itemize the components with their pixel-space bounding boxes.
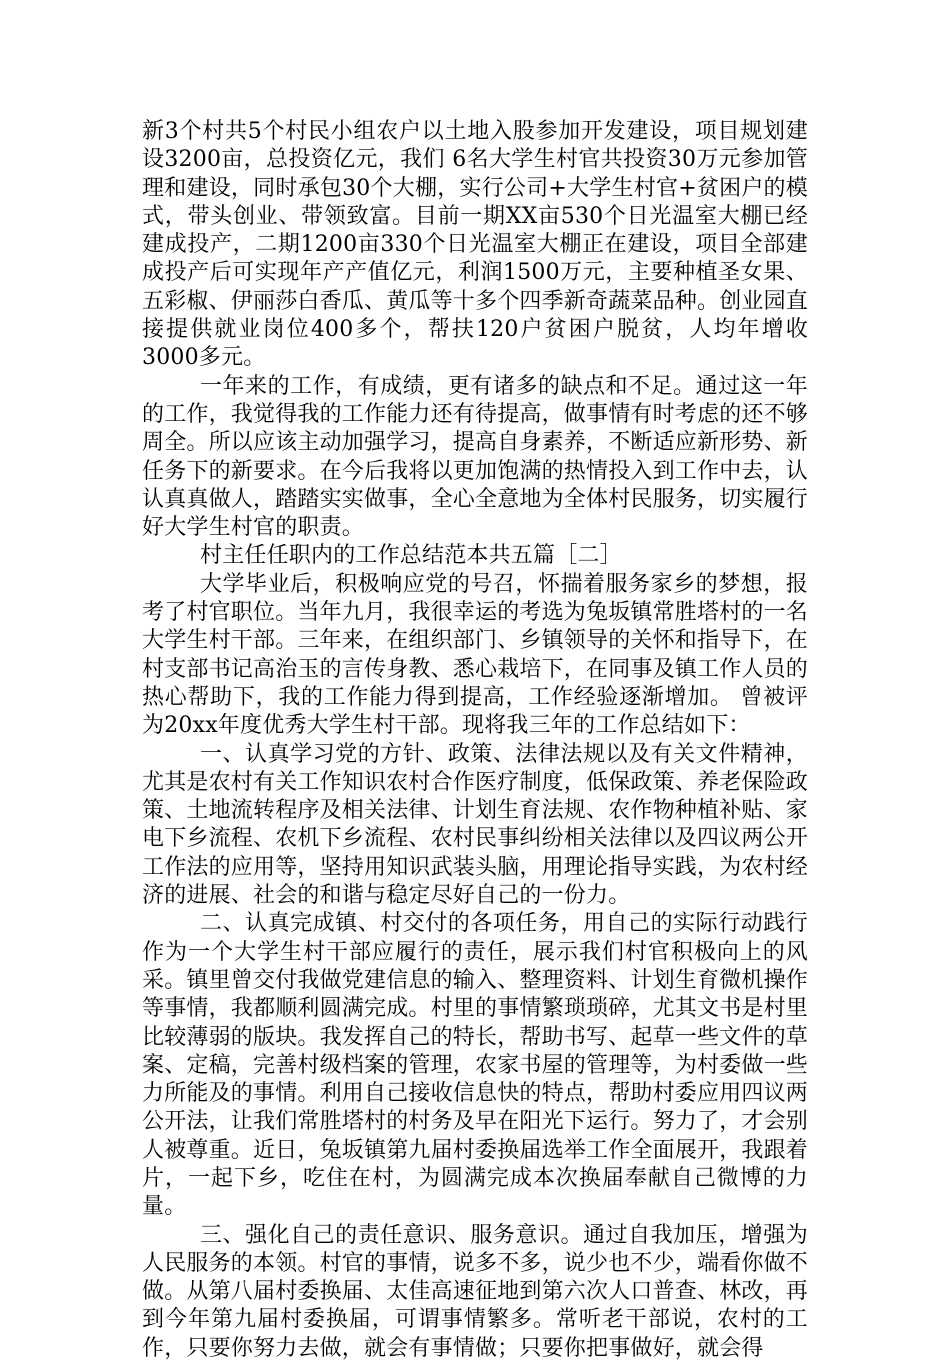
paragraph-point-three: 三、强化自己的责任意识、服务意识。通过自我加压，增强为人民服务的本领。村官的事情，说多不多，说少也不少，端看你做不做。从第八届村委换届、太佳高速征地到第六次人口普查、林改，再到今年第九届村委换届，可谓事情繁多。常听老干部说，农村的工作，只要你努力去做，就会有事情做；只要你把事做好，就会得 [142, 1222, 809, 1361]
paragraph-point-one: 一、认真学习党的方针、政策、法律法规以及有关文件精神，尤其是农村有关工作知识农村合作医疗制度，低保政策、养老保险政策、土地流转程序及相关法律、计划生育法规、农作物种植补贴、家电下乡流程、农机下乡流程、农村民事纠纷相关法律以及四议两公开工作法的应用等，坚持用知识武装头脑，用理论指导实践，为农村经济的进展、社会的和谐与稳定尽好自己的一份力。 [142, 741, 809, 909]
section-heading: 村主任任职内的工作总结范本共五篇［二］ [200, 543, 622, 569]
paragraph-introduction: 大学毕业后，积极响应党的号召，怀揣着服务家乡的梦想，报考了村官职位。当年九月，我很幸运的考选为兔坂镇常胜塔村的一名大学生村干部。三年来，在组织部门、乡镇领导的关怀和指导下，在村支部书记高治玉的言传身教、悉心栽培下，在同事及镇工作人员的热心帮助下，我的工作能力得到提高，工作经验逐渐增加。 曾被评为20xx年度优秀大学生村干部。现将我三年的工作总结如下： [142, 571, 809, 739]
paragraph-project-summary: 新3个村共5个村民小组农户以土地入股参加开发建设，项目规划建设3200亩，总投资亿元，我们 6名大学生村官共投资30万元参加管理和建设，同时承包30个大棚，实行公司+大学生村官+贫困户的模式，带头创业、带领致富。目前一期XX亩530个日光温室大棚已经建成投产，二期1200亩330个日光温室大棚正在建设，项目全部建成投产后可实现年产产值亿元，利润1500万元，主要种植圣女果、五彩椒、伊丽莎白香瓜、黄瓜等十多个四季新奇蔬菜品种。创业园直接提供就业岗位400多个，帮扶120户贫困户脱贫，人均年增收3000多元。 [142, 119, 809, 371]
paragraph-year-reflection: 一年来的工作，有成绩，更有诸多的缺点和不足。通过这一年的工作，我觉得我的工作能力还有待提高，做事情有时考虑的还不够周全。所以应该主动加强学习，提高自身素养，不断适应新形势、新任务下的新要求。在今后我将以更加饱满的热情投入到工作中去，认认真真做人，踏踏实实做事，全心全意地为全体村民服务，切实履行好大学生村官的职责。 [142, 373, 809, 541]
document-body [142, 118, 808, 1363]
paragraph-point-two: 二、认真完成镇、村交付的各项任务，用自己的实际行动践行作为一个大学生村干部应履行的责任，展示我们村官积极向上的风采。镇里曾交付我做党建信息的输入、整理资料、计划生育微机操作等事情，我都顺利圆满完成。村里的事情繁琐琐碎，尤其文书是村里比较薄弱的版块。我发挥自己的特长，帮助书写、起草一些文件的草案、定稿，完善村级档案的管理，农家书屋的管理等，为村委做一些力所能及的事情。利用自己接收信息快的特点，帮助村委应用四议两公开法，让我们常胜塔村的村务及早在阳光下运行。努力了，才会别人被尊重。近日，兔坂镇第九届村委换届选举工作全面展开，我跟着片，一起下乡，吃住在村，为圆满完成本次换届奉献自己微博的力量。 [142, 911, 809, 1220]
